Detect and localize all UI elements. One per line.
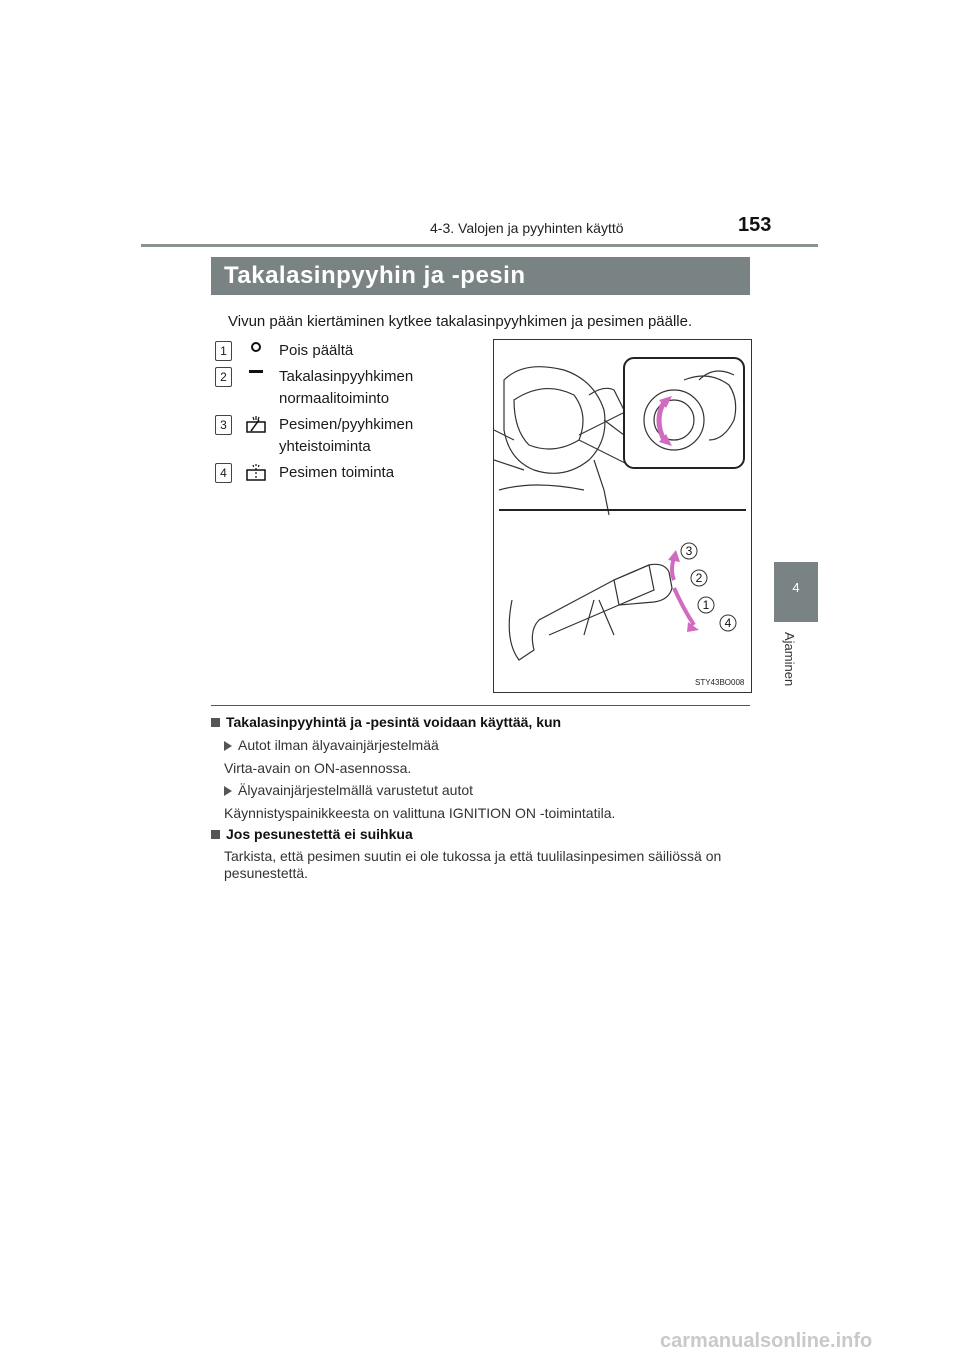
note-heading-fluid [211, 826, 413, 842]
note-text: Älyavainjärjestelmällä varustetut autot [238, 782, 474, 798]
item-label: Pesimen/pyyhkimen yhteistoiminta [279, 416, 414, 455]
note-text: Käynnistyspainikkeesta on valittuna IGNITION ON -toimintatila. [224, 805, 616, 821]
triangle-bullet-icon [224, 741, 232, 751]
chapter-label: Ajaminen [782, 632, 797, 687]
notes-divider [211, 705, 750, 706]
banner-title: Takalasinpyyhin ja -pesin [224, 262, 526, 289]
section-title: 4-3. Valojen ja pyyhinten käyttö [430, 220, 624, 236]
header-divider [141, 244, 818, 247]
square-bullet-icon [211, 718, 220, 727]
note-text: Autot ilman älyavainjärjestelmää [238, 737, 439, 753]
triangle-bullet-icon [224, 786, 232, 796]
note-heading-text: Takalasinpyyhintä ja -pesintä voidaan käyttää, kun [226, 714, 562, 730]
wash-wipe-icon [243, 414, 269, 436]
item-label: Pois päältä [279, 342, 354, 359]
callout-4: 4 [724, 616, 732, 630]
off-icon [243, 340, 269, 362]
note-heading-usage [211, 714, 561, 730]
square-bullet-icon [211, 830, 220, 839]
note-line [224, 848, 749, 882]
watermark: carmanualsonline.info [660, 1330, 873, 1352]
item-number: 4 [215, 463, 232, 483]
note-line [224, 760, 411, 776]
note-heading-text: Jos pesunestettä ei suihkua [226, 826, 413, 842]
chapter-number: 4 [792, 580, 800, 595]
note-line [224, 782, 473, 798]
note-line [224, 737, 439, 753]
callout-1: 1 [702, 598, 710, 612]
page-number: 153 [738, 214, 772, 236]
note-text: Virta-avain on ON-asennossa. [224, 760, 412, 776]
wash-icon [243, 462, 269, 484]
item-label: Takalasinpyyhkimen normaalitoiminto [279, 368, 414, 407]
item-number: 1 [215, 341, 232, 361]
normal-wipe-icon [243, 366, 269, 388]
callout-3: 3 [685, 544, 693, 558]
item-label: Pesimen toiminta [279, 464, 395, 481]
item-number: 2 [215, 367, 232, 387]
intro-text: Vivun pään kiertäminen kytkee takalasinpyyhkimen ja pesimen päälle. [228, 313, 693, 330]
item-number: 3 [215, 415, 232, 435]
note-line [224, 805, 615, 821]
wiper-lever-illustration [493, 339, 752, 693]
figure-code: STY43BO008 [695, 678, 745, 687]
illustration-drawing [494, 340, 751, 692]
callout-2: 2 [695, 571, 703, 585]
note-text: Tarkista, että pesimen suutin ei ole tukossa ja että tuulilasinpesimen säiliössä on pesunestettä. [224, 848, 722, 881]
